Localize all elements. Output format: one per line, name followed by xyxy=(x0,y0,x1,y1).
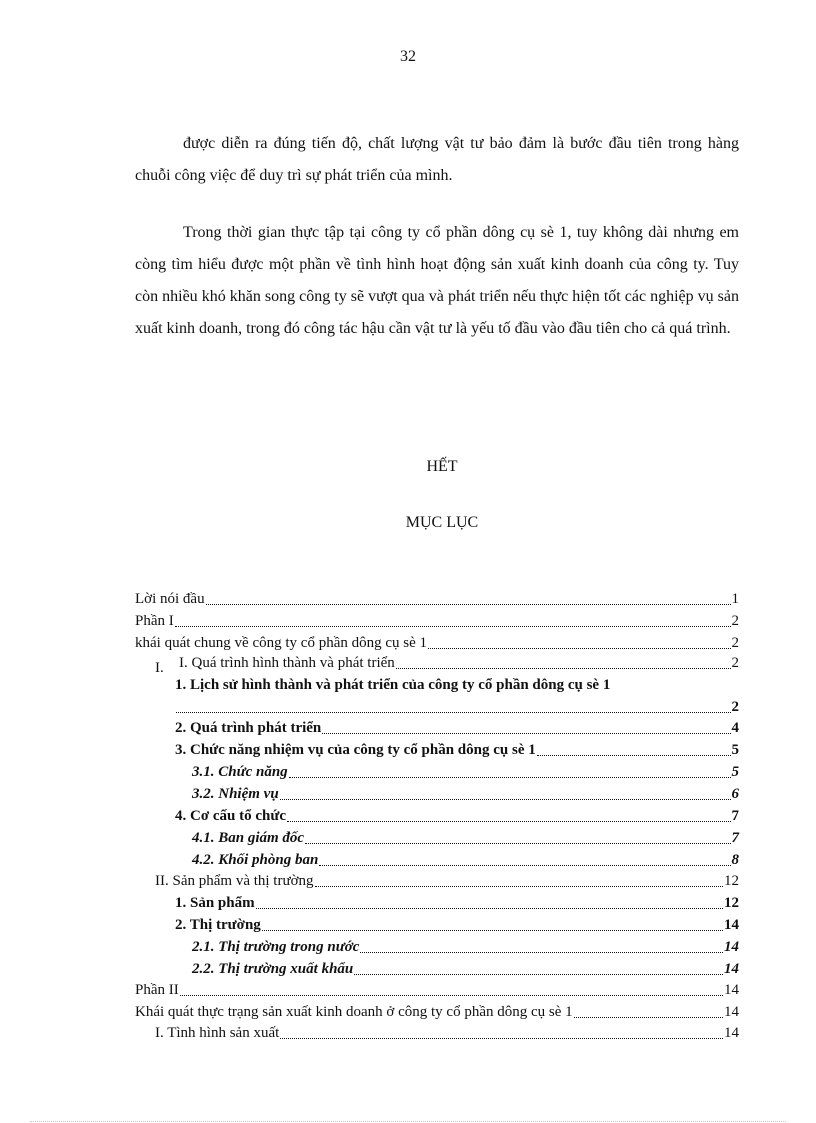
toc-entry-title: Phần I xyxy=(135,613,174,629)
toc-entry-page: 2 xyxy=(731,699,739,715)
toc-leader xyxy=(396,668,731,669)
toc-entry[interactable] xyxy=(135,980,739,1001)
toc-entry[interactable] xyxy=(192,959,739,980)
toc-entry-page: 14 xyxy=(724,1004,739,1020)
toc-leader xyxy=(322,733,730,734)
toc-entry[interactable] xyxy=(135,589,739,610)
toc-entry-page: 2 xyxy=(731,635,739,651)
toc-entry-page: 1 xyxy=(731,591,739,607)
toc-entry-page: 7 xyxy=(731,830,739,846)
toc-entry[interactable] xyxy=(175,806,739,827)
toc-leader xyxy=(305,843,730,844)
toc-entry-title: Khái quát thực trạng sản xuất kinh doanh ở công ty cổ phần dông cụ sè 1 xyxy=(135,1004,573,1020)
paragraph-text: được diễn ra đúng tiến độ, chất lượng vật tư bảo đảm là bước đầu tiên trong hàng chuỗi công việc để duy trì sự phát triển của mình. xyxy=(135,135,739,184)
toc-entry[interactable] xyxy=(192,850,739,871)
toc-entry-page: 14 xyxy=(724,939,739,955)
toc-entry-page: 14 xyxy=(724,1025,739,1041)
paragraph-continuation xyxy=(135,128,739,192)
toc-leader xyxy=(176,712,731,713)
toc-entry-page: 6 xyxy=(731,786,739,802)
toc-roman-marker: I. xyxy=(155,660,164,676)
paragraph-conclusion xyxy=(135,217,739,345)
toc-entry[interactable] xyxy=(135,633,739,654)
toc-leader xyxy=(315,886,723,887)
toc-entry-page: 14 xyxy=(724,917,739,933)
toc-entry-title: Phần II xyxy=(135,982,179,998)
toc-entry[interactable] xyxy=(192,937,739,958)
toc-entry-page: 4 xyxy=(731,720,739,736)
toc-entry-page: 12 xyxy=(724,895,739,911)
toc-entry-page: 2 xyxy=(731,655,739,671)
toc-entry-title: 2.2. Thị trường xuất khẩu xyxy=(192,961,354,977)
toc-entry-page: 12 xyxy=(724,873,739,889)
toc-entry[interactable] xyxy=(135,1002,739,1023)
toc-entry-title: 3. Chức năng nhiệm vụ của công ty cổ phần dông cụ sè 1 xyxy=(175,742,536,758)
toc-leader xyxy=(287,821,730,822)
toc-entry-title: khái quát chung về công ty cổ phần dông cụ sè 1 xyxy=(135,635,428,651)
toc-entry[interactable] xyxy=(175,915,739,936)
toc-entry-title: I. Quá trình hình thành và phát triển xyxy=(179,655,395,671)
toc-entry-title: Lời nói đầu xyxy=(135,591,205,607)
toc-leader xyxy=(206,604,731,605)
toc-entry[interactable] xyxy=(175,893,739,914)
paragraph-text: Trong thời gian thực tập tại công ty cổ phần dông cụ sè 1, tuy không dài nhưng em còng tìm hiểu được một phần về tình hình hoạt động sản xuất kinh doanh của công ty. Tuy còn nhiều khó khăn song công ty sẽ vượt qua và phát triển nếu thực hiện tốt các nghiệp vụ sản xuất kinh doanh, trong đó công tác hậu cần vật tư là yếu tố đầu vào đầu tiên cho cả quá trình. xyxy=(135,224,739,337)
toc-entry-title: 3.2. Nhiệm vụ xyxy=(192,786,279,802)
page-number: 32 xyxy=(400,48,416,65)
toc-leader xyxy=(428,648,730,649)
toc-entry-title: 4. Cơ cấu tổ chức xyxy=(175,808,287,824)
toc-entry-title: 4.1. Ban giám đốc xyxy=(192,830,305,846)
toc-leader xyxy=(319,865,730,866)
toc-entry-title: 2.1. Thị trường trong nước xyxy=(192,939,360,955)
toc-leader xyxy=(256,908,723,909)
toc-entry-title: II. Sản phẩm và thị trường xyxy=(155,873,314,889)
toc-entry-page: 8 xyxy=(731,852,739,868)
toc-entry[interactable] xyxy=(192,762,739,783)
toc-entry[interactable] xyxy=(192,784,739,805)
toc-entry-page: 7 xyxy=(731,808,739,824)
toc-leader xyxy=(537,755,731,756)
toc-entry-title: 4.2. Khối phòng ban xyxy=(192,852,319,868)
toc-entry-title: 3.1. Chức năng xyxy=(192,764,288,780)
toc-entry[interactable] xyxy=(155,871,739,892)
toc-entry[interactable] xyxy=(175,697,739,718)
toc-entry-page: 2 xyxy=(731,613,739,629)
toc-entry-page: 5 xyxy=(731,742,739,758)
toc-entry[interactable] xyxy=(175,740,739,761)
toc-entry-page: 14 xyxy=(724,982,739,998)
toc-heading: MỤC LỤC xyxy=(405,514,479,531)
toc-entry[interactable] xyxy=(175,718,739,739)
toc-entry[interactable] xyxy=(175,675,739,696)
toc-entry-page: 14 xyxy=(724,961,739,977)
toc-leader xyxy=(280,799,731,800)
toc-entry-page: 5 xyxy=(731,764,739,780)
toc-entry-title: 2. Thị trường xyxy=(175,917,261,933)
toc-leader xyxy=(262,930,723,931)
toc-leader xyxy=(354,974,723,975)
toc-entry-title: I. Tình hình sản xuất xyxy=(155,1025,280,1041)
toc-entry[interactable] xyxy=(192,828,739,849)
toc-entry-title: 1. Sản phẩm xyxy=(175,895,255,911)
toc-leader xyxy=(180,995,723,996)
toc-leader xyxy=(360,952,723,953)
toc-entry[interactable] xyxy=(135,611,739,632)
page-bottom-rule xyxy=(30,1121,786,1122)
toc-leader xyxy=(289,777,731,778)
toc-entry[interactable] xyxy=(155,1023,739,1044)
toc-leader xyxy=(280,1038,723,1039)
toc-entry-title: 1. Lịch sử hình thành và phát triển của công ty cổ phần dông cụ sè 1 xyxy=(175,677,611,693)
toc-leader xyxy=(574,1017,723,1018)
toc-entry-title: 2. Quá trình phát triển xyxy=(175,720,322,736)
toc-leader xyxy=(175,626,731,627)
toc-entry[interactable] xyxy=(179,653,739,674)
end-heading: HẾT xyxy=(426,458,458,475)
